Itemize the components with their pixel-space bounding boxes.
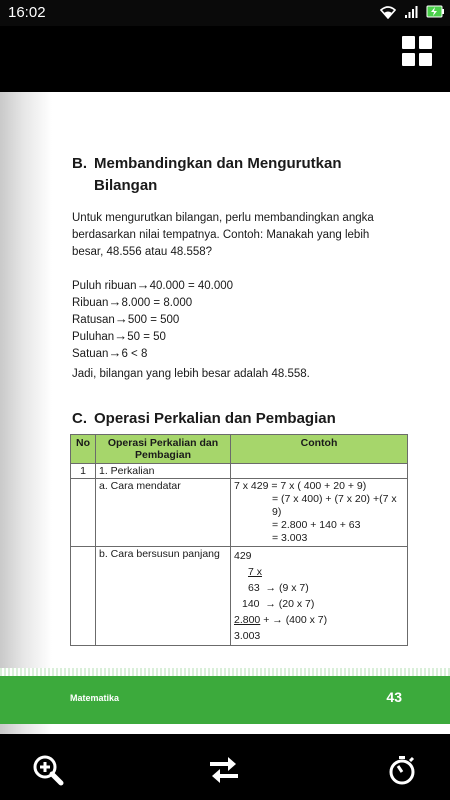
- place-value-line: Ratusan→500 = 500: [72, 311, 180, 326]
- table-cell-no: 1: [71, 464, 96, 479]
- place-value-line: Puluh ribuan→40.000 = 40.000: [72, 277, 234, 292]
- section-c-heading: [72, 410, 336, 427]
- wifi-icon: [380, 5, 396, 24]
- section-b-intro: Untuk mengurutkan bilangan, perlu membandingkan angka berdasarkan nilai tempatnya. Contoh: Manakah yang lebih besar, 48.556 atau 48.558?: [72, 212, 374, 258]
- table-row: [71, 464, 408, 479]
- section-b-number: B.: [72, 155, 87, 172]
- table-cell-example: [231, 464, 408, 479]
- bottom-toolbar: [0, 734, 450, 800]
- section-b-conclusion: Jadi, bilangan yang lebih besar adalah 48.558.: [72, 368, 310, 380]
- place-value-line: Puluhan→50 = 50: [72, 328, 166, 343]
- status-bar: [0, 0, 450, 26]
- battery-icon: [426, 4, 444, 24]
- footer-stripe: [0, 668, 450, 676]
- swap-icon[interactable]: [206, 752, 242, 788]
- example-line: 7 x: [248, 566, 263, 578]
- table-row: [71, 547, 408, 646]
- example-line: 3.003: [234, 630, 261, 642]
- zoom-in-icon[interactable]: [30, 752, 66, 788]
- table-header-operation: Operasi Perkalian dan Pembagian: [96, 435, 231, 464]
- status-time: 16:02: [8, 4, 46, 21]
- example-line: = 2.800 + 140 + 63: [272, 519, 361, 531]
- section-c-title: Operasi Perkalian dan Pembagian: [94, 410, 336, 427]
- table-header-example: Contoh: [231, 435, 408, 464]
- section-b-title-line1: Membandingkan dan Mengurutkan: [94, 155, 342, 172]
- table-cell-no: [71, 547, 96, 646]
- table-header-no: No: [71, 435, 96, 464]
- section-c-number: C.: [72, 410, 87, 427]
- section-b-title-line2: Bilangan: [94, 177, 158, 194]
- grid-menu-icon[interactable]: [402, 36, 432, 66]
- section-b-heading: [72, 153, 342, 197]
- table-row: [71, 479, 408, 547]
- example-line: 2.800 + → (400 x 7): [234, 614, 328, 626]
- example-line: 7 x 429 = 7 x ( 400 + 20 + 9): [234, 480, 367, 492]
- example-line: 140 → (20 x 7): [242, 598, 315, 610]
- table-cell-operation: a. Cara mendatar: [96, 479, 231, 547]
- example-line: 63 → (9 x 7): [248, 582, 309, 594]
- table-cell-operation: 1. Perkalian: [96, 464, 231, 479]
- place-value-line: Satuan→6 < 8: [72, 345, 148, 360]
- page-edge-shadow: [0, 92, 52, 734]
- top-bar: [0, 26, 450, 92]
- table-cell-operation: b. Cara bersusun panjang: [96, 547, 231, 646]
- example-line: = (7 x 400) + (7 x 20) +(7 x 9): [272, 493, 397, 518]
- example-line: 429: [234, 550, 252, 562]
- table-header-row: [71, 435, 408, 464]
- timer-icon[interactable]: [384, 752, 420, 788]
- page-number: 43: [386, 689, 402, 705]
- table-cell-example: [231, 479, 408, 547]
- operations-table: [70, 434, 408, 646]
- page-footer: [0, 676, 450, 724]
- place-value-line: Ribuan→8.000 = 8.000: [72, 294, 193, 309]
- example-line: = 3.003: [272, 532, 308, 544]
- document-page: [0, 92, 450, 734]
- signal-icon: [404, 5, 418, 24]
- table-cell-example: [231, 547, 408, 646]
- table-cell-no: [71, 479, 96, 547]
- footer-book-title: Matematika: [70, 693, 120, 703]
